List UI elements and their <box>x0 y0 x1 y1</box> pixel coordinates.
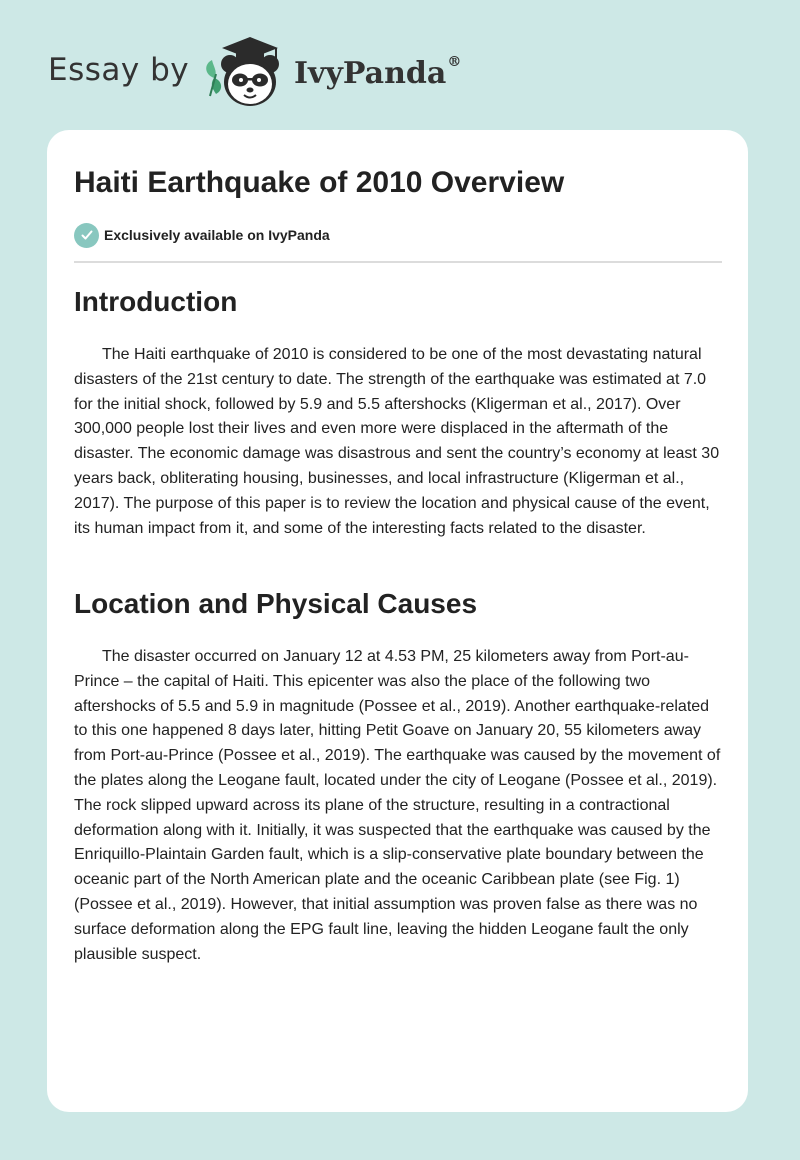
panda-logo-icon[interactable] <box>200 34 296 110</box>
exclusive-badge-text: Exclusively available on IvyPanda <box>104 227 330 243</box>
section-body-location: The disaster occurred on January 12 at 4.53 PM, 25 kilometers away from Port-au-Prince – the capital of Haiti. This epicenter was also the place of the following two aftershocks of 5.5 and 5.9 in magnitude (Possee et al., 2019). Another earthquake-related to this one happened 8 days later, hitting Petit Goave on January 20, 55 kilometers away from Port-au-Prince (Possee et al., 2019). The earthquake was caused by the movement of the plates along the Leogane fault, located under the city of Leogane (Possee et al., 2019). The rock slipped upward across its plane of the structure, resulting in a contractional deformation along with it. Initially, it was suspected that the earthquake was caused by the Enriquillo-Plaintain Garden fault, which is a slip-conservative plate boundary between the oceanic part of the North American plate and the oceanic Caribbean plate (see Fig. 1) (Possee et al., 2019). However, that initial assumption was proven false as there was no surface deformation along the EPG fault line, leaving the hidden Leogane fault the only plausible suspect. <box>74 648 721 963</box>
title-divider <box>74 261 722 263</box>
section-heading-introduction: Introduction <box>74 286 238 317</box>
brand-name[interactable] <box>294 56 461 91</box>
article-card <box>47 130 748 1112</box>
essay-by-label: Essay by <box>48 52 190 88</box>
section-heading-location: Location and Physical Causes <box>74 588 478 619</box>
site-header <box>0 0 800 130</box>
article-title: Haiti Earthquake of 2010 Overview <box>74 166 565 199</box>
brand-name-text: IvyPanda <box>294 56 447 91</box>
registered-mark: ® <box>447 54 462 70</box>
check-circle-icon <box>74 223 99 248</box>
exclusive-badge <box>74 222 330 248</box>
section-body-introduction: The Haiti earthquake of 2010 is considered to be one of the most devastating natural disasters of the 21st century to date. The strength of the earthquake was estimated at 7.0 for the initial shock, followed by 5.9 and 5.5 aftershocks (Kligerman et al., 2017). Over 300,000 people lost their lives and even more were displaced in the aftermath of the disaster. The economic damage was disastrous and sent the country’s economy at least 30 years back, obliterating housing, businesses, and local infrastructure (Kligerman et al., 2017). The purpose of this paper is to review the location and physical cause of the event, its human impact from it, and some of the interesting facts related to the disaster. <box>74 346 720 537</box>
